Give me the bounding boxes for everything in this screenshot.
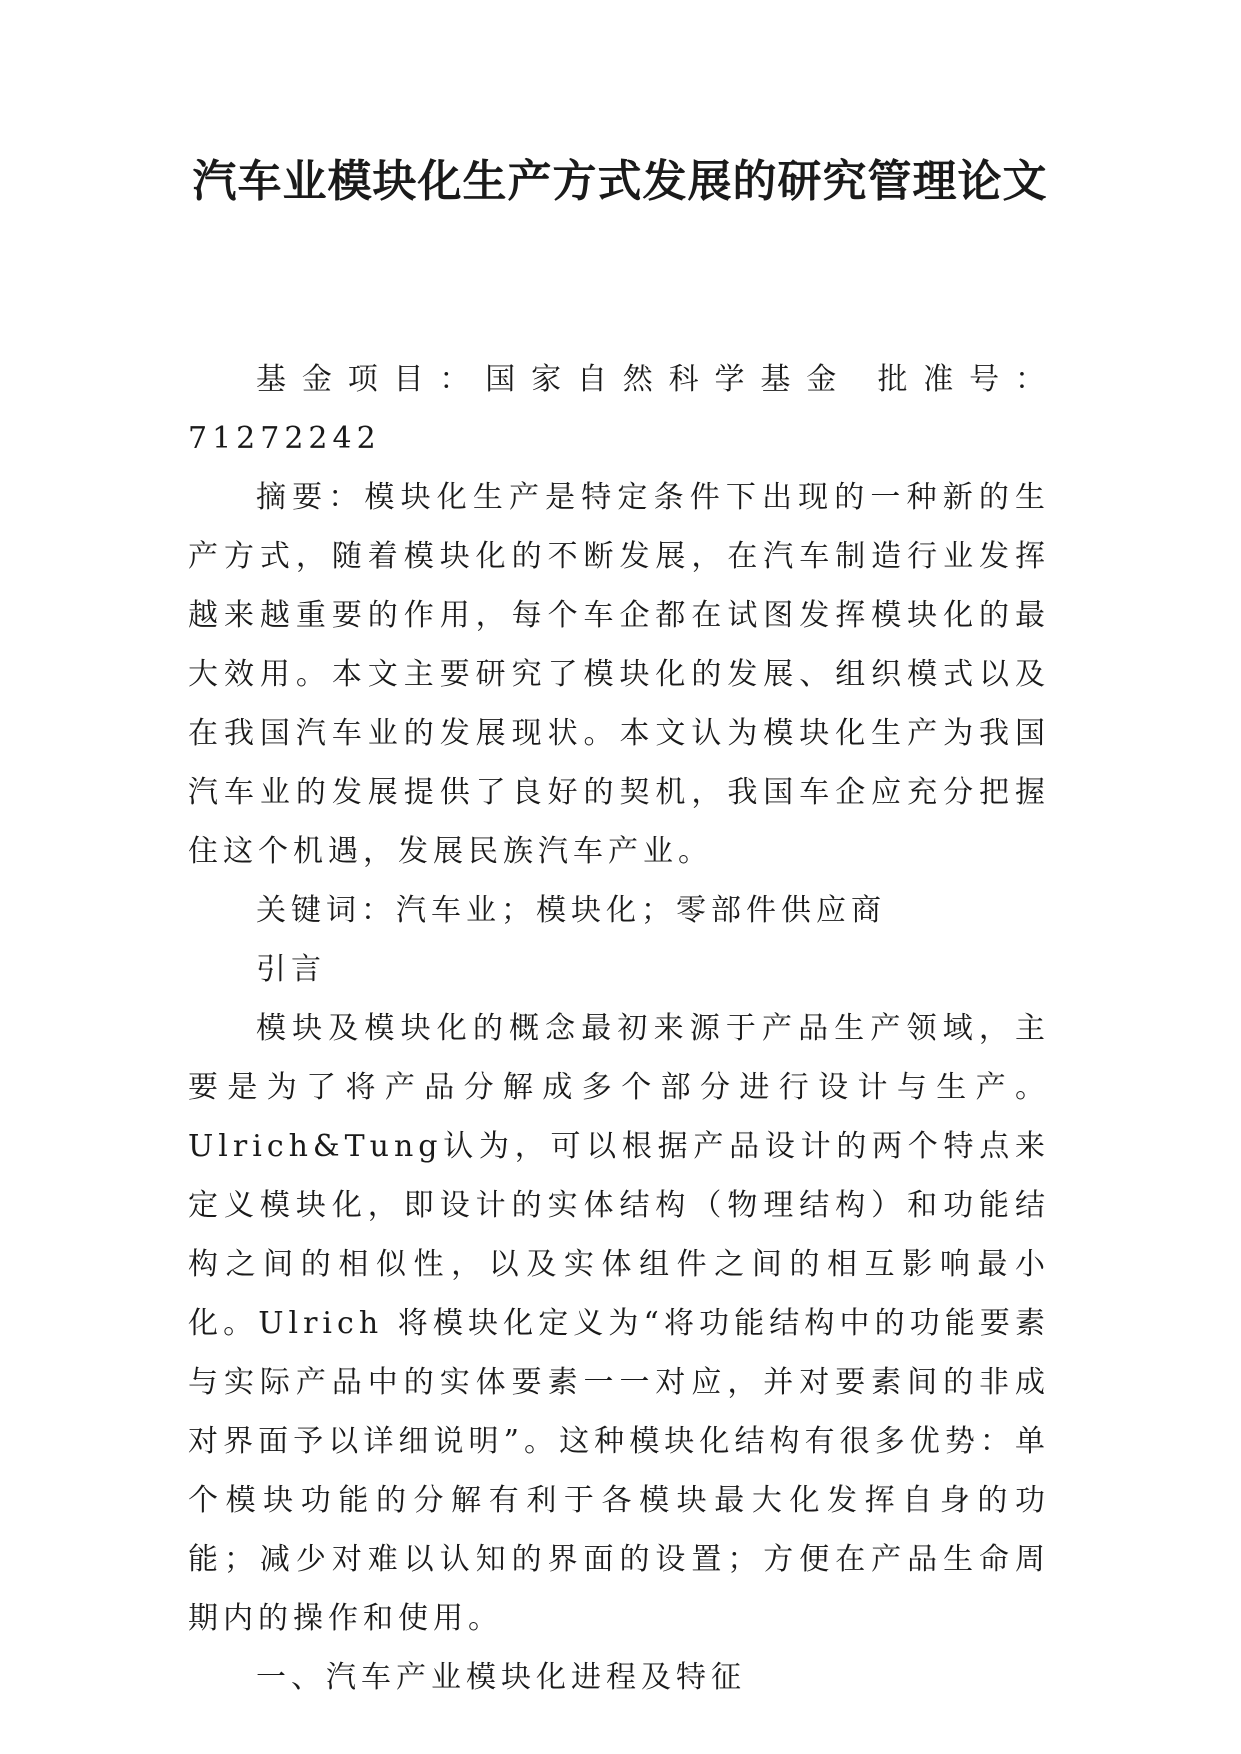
intro-heading: 引言 bbox=[256, 952, 326, 987]
section-heading: 一、汽车产业模块化进程及特征 bbox=[256, 1660, 746, 1695]
intro-paragraph: 模块及模块化的概念最初来源于产品生产领域，主要是为了将产品分解成多个部分进行设计与生产。Ulrich&Tung认为，可以根据产品设计的两个特点来定义模块化，即设计的实体结构（物理结构）和功能结构之间的相似性，以及实体组件之间的相互影响最小化。Ulrich 将模块化定义为“将功能结构中的功能要素与实际产品中的实体要素一一对应，并对要素间的非成对界面予以详细说明”。这种模块化结构有很多优势：单个模块功能的分解有利于各模块最大化发挥自身的功能；减少对难以认知的界面的设置；方便在产品生命周期内的操作和使用。 bbox=[188, 1011, 1050, 1636]
fund-line: 基金项目：国家自然科学基金 批准号：71272242 bbox=[188, 362, 1050, 456]
document-title: 汽车业模块化生产方式发展的研究管理论文 bbox=[192, 156, 1048, 207]
abstract-paragraph: 摘要：模块化生产是特定条件下出现的一种新的生产方式，随着模块化的不断发展，在汽车制造行业发挥越来越重要的作用，每个车企都在试图发挥模块化的最大效用。本文主要研究了模块化的发展、组织模式以及在我国汽车业的发展现状。本文认为模块化生产为我国汽车业的发展提供了良好的契机，我国车企应充分把握住这个机遇，发展民族汽车产业。 bbox=[188, 480, 1050, 869]
document-body bbox=[188, 350, 1050, 1707]
keywords-line: 关键词：汽车业；模块化；零部件供应商 bbox=[256, 893, 886, 928]
